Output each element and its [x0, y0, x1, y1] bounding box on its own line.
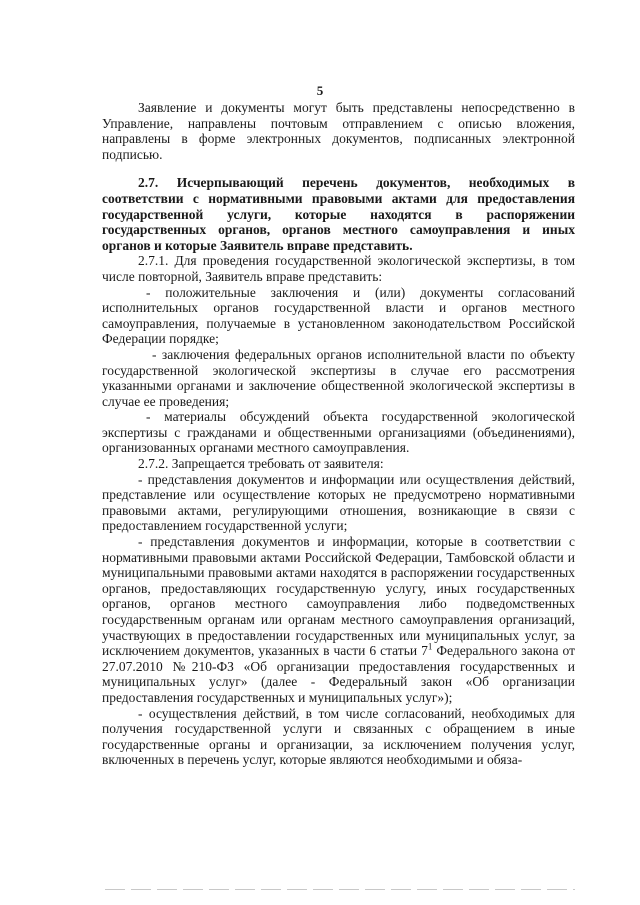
clause-2-7-1-item-a: - положительные заключения и (или) документы согласований исполнительных органов государственной власти и органов местного самоуправления, получаемые в установленном законодательством Российской Федерации порядке; — [102, 284, 575, 347]
intro-paragraph: Заявление и документы могут быть представлены непосредственно в Управление, направлены почтовым отправлением с описью вложения, направлены в форме электронных документов, подписанных электронной подписью. — [102, 100, 575, 162]
page-number: 5 — [316, 83, 324, 98]
clause-2-7-2-item-b-text-cont: Федерального закона от 27.07.2010 №210-ФЗ «Об организации предоставления государственных и муниципальных услуг» (далее - Федеральный закон «Об организации предоставления государственных и муниципальных услуг»); — [102, 643, 575, 705]
clause-2-7-2-item-b-text: - представления документов и информации, которые в соответствии с нормативными правовыми актами Российской Федерации, Тамбовской области и муниципальными правовыми актами находятся в распоряжении государственных органов, предоставляющих государственную услугу, иных государственных органов, органов местного самоуправления либо подведомственных государственным органам или органам местного самоуправления организаций, участвующих в предоставлении государственных или муниципальных услуг, за исключением документов, указанных в части 6 статьи 7 — [102, 534, 575, 659]
document-body — [102, 100, 575, 768]
clause-2-7-1-item-b: - заключения федеральных органов исполнительной власти по объекту государственной экологической экспертизы в случае его рассмотрения указанными органами и заключение общественной экологической экспертизы в случае ее проведения; — [102, 346, 575, 409]
clause-2-7-2-item-b — [102, 534, 575, 706]
clause-2-7-1: 2.7.1. Для проведения государственной экологической экспертизы, в том числе повторной, Заявитель вправе представить: — [102, 253, 575, 284]
clause-2-7-2-item-c: - осуществления действий, в том числе согласований, необходимых для получения государственной услуги и связанных с обращением в иные государственные органы и организации, за исключением получения услуг, включенных в перечень услуг, которые являются необходимыми и обяза- — [102, 705, 575, 768]
clause-2-7-2-item-a: - представления документов и информации или осуществления действий, представление или осуществление которых не предусмотрено нормативными правовыми актами, регулирующими отношения, возникающие в связи с предоставлением государственной услуги; — [102, 471, 575, 534]
section-2-7-heading: 2.7. Исчерпывающий перечень документов, необходимых в соответствии с нормативными правовыми актами для предоставления государственной услуги, которые находятся в распоряжении государственных органов, органов местного самоуправления и иных органов и которые Заявитель вправе представить. — [102, 175, 575, 253]
scan-artifact-line — [105, 889, 575, 890]
clause-2-7-2: 2.7.2. Запрещается требовать от заявителя: — [138, 456, 384, 472]
article-superscript: 1 — [427, 641, 433, 652]
clause-2-7-1-item-c: - материалы обсуждений объекта государственной экологической экспертизы с гражданами и общественными организациями (объединениями), организованных органами местного самоуправления. — [102, 409, 575, 456]
